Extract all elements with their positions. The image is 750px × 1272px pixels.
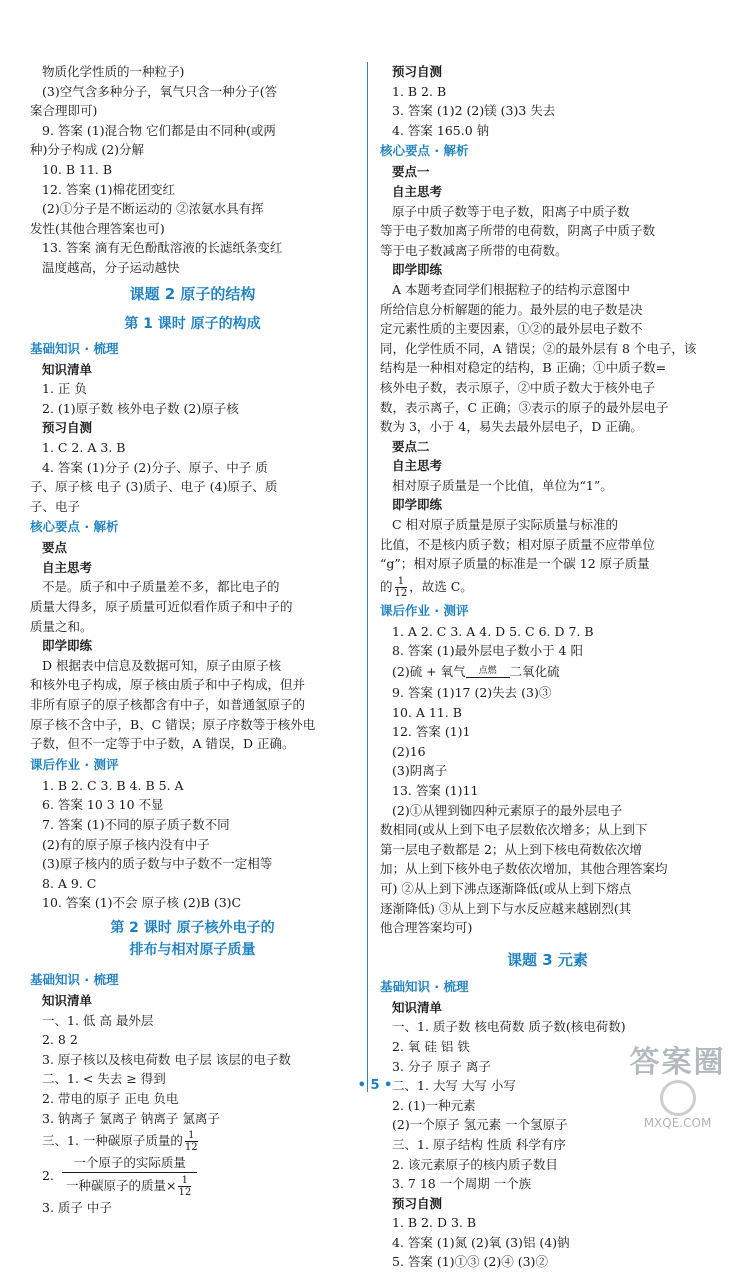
- topic-2-heading: 课题 2 原子的结构: [129, 284, 256, 303]
- lesson-2-heading-line1: 第 2 课时 原子核外电子的: [110, 919, 275, 936]
- left-column: [30, 62, 355, 1218]
- text-fragment: ，故选 C。: [409, 578, 473, 594]
- section-core-points: 核心要点 · 解析: [30, 519, 119, 535]
- text-line: 1. B 2. D 3. B: [392, 1215, 477, 1231]
- watermark-site: MXQE.COM: [643, 1116, 712, 1130]
- subheading: 即学即练: [392, 497, 443, 513]
- fraction-denominator: 12: [394, 587, 408, 599]
- fraction: [395, 576, 408, 599]
- text-line: 一、1. 质子数 核电荷数 质子数(核电荷数): [392, 1019, 626, 1035]
- text-line: 质量之和。: [30, 618, 93, 634]
- answer-10-11: 10. B 11. B: [42, 161, 113, 177]
- text-line: 非所有原子的原子核都含有中子，如普通氢原子的: [30, 697, 306, 713]
- text-line: 10. 答案 (1)不会 原子核 (2)B (3)C: [42, 895, 242, 911]
- text-line: 核外电子数，表示原子，②中质子数大于核外电子: [380, 379, 656, 395]
- formula-denominator: [62, 1173, 197, 1198]
- answer-13: 13. 答案 滴有无色酚酞溶液的长滤纸条变红: [42, 240, 283, 256]
- text-line: 4. 答案 165.0 钠: [392, 122, 490, 138]
- section-basic-knowledge: 基础知识 · 梳理: [380, 978, 469, 994]
- text-line: 二、1. < 失去 ≥ 得到: [42, 1071, 166, 1087]
- text-line: 等于电子数减离子所带的电荷数。: [380, 242, 568, 258]
- text-line: 4. 答案 (1)氮 (2)氧 (3)铝 (4)钠: [392, 1234, 570, 1250]
- text-line: 同，化学性质不同，A 错误；②的最外层有 8 个电子，该: [380, 340, 697, 356]
- page-number: • 5 •: [357, 1078, 393, 1093]
- text-line: 他合理答案均可): [380, 920, 473, 936]
- answer-12: 12. 答案 (1)棉花团变红: [42, 181, 176, 197]
- text-line: (3)空气含多种分子，氧气只含一种分子(答: [42, 83, 278, 99]
- text-line: 3. 7 18 一个周期 一个族: [392, 1176, 532, 1192]
- text-line: 3. 质子 中子: [42, 1200, 112, 1216]
- text-line: 8. 答案 (1)最外层电子数小于 4 阳: [392, 643, 583, 659]
- text-line: 案合理即可): [30, 103, 98, 119]
- fraction-denominator: 12: [184, 1142, 198, 1154]
- text-line: 10. A 11. B: [392, 704, 462, 720]
- subheading: 要点: [42, 540, 68, 556]
- text-fragment: 一种碳原子的质量×: [66, 1178, 177, 1194]
- text-line: (2)有的原子原子核内没有中子: [42, 836, 210, 852]
- text-line: 原子核不含中子，B、C 错误；原子序数等于核外电: [30, 716, 316, 732]
- subheading: 自主思考: [392, 183, 443, 199]
- subheading: 即学即练: [42, 638, 93, 654]
- text-line: 比值，不是核内质子数；相对原子质量不应带单位: [380, 536, 656, 552]
- text-line: 和核外电子构成，原子核由质子和中子构成，但并: [30, 677, 306, 693]
- subheading: 预习自测: [42, 420, 93, 436]
- text-line: [30, 1128, 355, 1154]
- lesson-2-heading-line2: 排布与相对原子质量: [129, 941, 256, 958]
- text-line: A 本题考查同学们根据粒子的结构示意图中: [392, 281, 631, 297]
- text-line: 子数，但不一定等于中子数，A 错误，D 正确。: [30, 736, 295, 752]
- answer-9: 9. 答案 (1)混合物 它们都是由不同种(或两: [42, 122, 276, 138]
- text-fragment: (2)硫 + 氧气: [392, 664, 466, 680]
- text-fragment: 二氧化硫: [509, 664, 560, 680]
- chemical-equation: [380, 661, 715, 683]
- subheading: 自主思考: [42, 559, 93, 575]
- text-line: 2. (1)原子数 核外电子数 (2)原子核: [42, 400, 239, 416]
- text-line: 数为 3，小于 4，易失去最外层电子，D 正确。: [380, 419, 643, 435]
- text-line: [380, 574, 715, 600]
- text-line: 3. 原子核以及核电荷数 电子层 该层的电子数: [42, 1051, 291, 1067]
- text-line: 种)分子构成 (2)分解: [30, 142, 145, 158]
- section-basic-knowledge: 基础知识 · 梳理: [30, 340, 119, 356]
- text-line: 原子中质子数等于电子数，阳离子中质子数: [392, 203, 630, 219]
- reaction-bar: [466, 677, 510, 678]
- text-line: D 根据表中信息及数据可知，原子由原子核: [42, 657, 281, 673]
- column-divider: [367, 62, 368, 1092]
- text-line: 物质化学性质的一种粒子): [42, 64, 185, 79]
- subheading: 自主思考: [392, 458, 443, 474]
- reaction-arrow: [466, 667, 510, 678]
- reaction-condition: 点燃: [478, 666, 497, 677]
- text-fragment: 的: [380, 578, 393, 594]
- text-line: 7. 答案 (1)不同的原子质子数不同: [42, 817, 230, 832]
- text-line: (2)一个原子 氢元素 一个氢原子: [392, 1117, 568, 1133]
- text-line: 三、1. 原子结构 性质 科学有序: [392, 1136, 566, 1152]
- formula-relative-mass: [30, 1154, 355, 1198]
- text-line: 可) ②从上到下沸点逐渐降低(或从上到下熔点: [380, 880, 632, 896]
- text-line: 结构是一种相对稳定的结构，B 正确；①中质子数=: [380, 360, 667, 376]
- formula-label: 2.: [42, 1168, 54, 1184]
- text-line: 等于电子数加离子所带的电荷数，阴离子中质子数: [380, 223, 656, 239]
- subheading: 知识清单: [42, 992, 93, 1008]
- text-line: (2)16: [392, 743, 426, 759]
- text-line: 1. B 2. C 3. B 4. B 5. A: [42, 777, 184, 793]
- watermark-main: 答案圈: [629, 1045, 726, 1080]
- text-line: 6. 答案 10 3 10 不显: [42, 797, 164, 813]
- section-homework: 课后作业 · 测评: [30, 756, 119, 772]
- text-line: 2. 氧 硅 铝 铁: [392, 1038, 470, 1054]
- section-basic-knowledge-2: 基础知识 · 梳理: [30, 971, 119, 987]
- text-line: (3)原子核内的质子数与中子数不一定相等: [42, 856, 273, 872]
- text-line: 12. 答案 (1)1: [392, 724, 471, 740]
- text-line: 9. 答案 (1)17 (2)失去 (3)③: [392, 685, 552, 701]
- subheading: 预习自测: [392, 1195, 443, 1211]
- text-line: 5. 答案 (1)①③ (2)④ (3)②: [392, 1254, 548, 1270]
- subheading: 预习自测: [392, 64, 443, 79]
- text-line: 2. (1)一种元素: [392, 1097, 476, 1113]
- text-line: 定元素性质的主要因素，①②的最外层电子数不: [380, 321, 643, 337]
- fraction: [185, 1130, 198, 1153]
- text-line: 温度越高，分子运动越快: [42, 259, 180, 275]
- watermark-logo: [615, 1046, 740, 1130]
- section-core-points: 核心要点 · 解析: [380, 143, 469, 159]
- formula-numerator: 一个原子的实际质量: [62, 1154, 197, 1173]
- logo-circle-icon: [660, 1080, 696, 1116]
- text-line: 发性(其他合理答案也可): [30, 220, 165, 236]
- topic-3-heading: 课题 3 元素: [507, 950, 588, 969]
- subheading: 知识清单: [42, 361, 93, 377]
- text-line: (2)①从锂到铷四种元素原子的最外层电子: [392, 802, 623, 818]
- lesson-1-heading: 第 1 课时 原子的构成: [124, 315, 261, 332]
- text-line: 数，表示离子，C 正确；③表示的原子的最外层电子: [380, 399, 669, 415]
- text-line: 2. 带电的原子 正电 负电: [42, 1090, 179, 1106]
- subheading: 即学即练: [392, 262, 443, 278]
- text-line: 一、1. 低 高 最外层: [42, 1012, 154, 1028]
- text-line: 加；从上到下核外电子数依次增加，其他合理答案均: [380, 861, 668, 877]
- text-line: “g”；相对原子质量的标准是一个碳 12 原子质量: [380, 556, 650, 572]
- text-line: 1. B 2. B: [392, 83, 447, 99]
- subheading: 知识清单: [392, 999, 443, 1015]
- text-line: 不是。质子和中子质量差不多，都比电子的: [42, 579, 280, 595]
- watermark-text: [615, 1046, 740, 1116]
- text-line: C 相对原子质量是原子实际质量与标准的: [392, 517, 619, 533]
- fraction-denominator: 12: [178, 1187, 192, 1199]
- text-line: 1. A 2. C 3. A 4. D 5. C 6. D 7. B: [392, 623, 594, 639]
- fraction-numerator: 1: [178, 1175, 191, 1187]
- text-line: 数相同(或从上到下电子层数依次增多；从上到下: [380, 822, 648, 838]
- text-line: 二、1. 大写 大写 小写: [392, 1078, 516, 1094]
- subheading: 要点一: [392, 164, 430, 180]
- text-line: 1. 正 负: [42, 381, 87, 397]
- formula-fraction: [62, 1154, 197, 1198]
- text-line: 1. C 2. A 3. B: [42, 439, 126, 455]
- text-line: 相对原子质量是一个比值，单位为“1”。: [392, 477, 613, 493]
- section-homework: 课后作业 · 测评: [380, 602, 469, 618]
- text-line: 逐渐降低) ③从上到下与水反应越来越剧烈(其: [380, 900, 632, 916]
- text-line: 3. 分子 原子 离子: [392, 1058, 491, 1074]
- text-line: 2. 8 2: [42, 1032, 78, 1048]
- text-line: 8. A 9. C: [42, 875, 97, 891]
- subheading: 要点二: [392, 438, 430, 454]
- text-line: 4. 答案 (1)分子 (2)分子、原子、中子 质: [42, 459, 268, 475]
- text-line: 3. 答案 (1)2 (2)镁 (3)3 失去: [392, 103, 556, 119]
- text-line: 所给信息分析解题的能力。最外层的电子数是决: [380, 301, 643, 317]
- text-line: (3)阴离子: [392, 763, 448, 779]
- text-line: 3. 钠离子 氯离子 钠离子 氯离子: [42, 1110, 220, 1126]
- text-line: (2)①分子是不断运动的 ②浓氨水具有挥: [42, 201, 264, 217]
- text-line: 13. 答案 (1)11: [392, 783, 479, 798]
- fraction: [178, 1175, 191, 1198]
- fraction-numerator: 1: [395, 576, 408, 588]
- fraction-numerator: 1: [185, 1130, 198, 1142]
- text-fragment: 三、1. 一种碳原子质量的: [42, 1133, 183, 1149]
- text-line: 质量大得多，原子质量可近似看作质子和中子的: [30, 599, 293, 615]
- text-line: 第一层电子数都是 2；从上到下核电荷数依次增: [380, 841, 642, 857]
- text-line: 子、原子核 电子 (3)质子、电子 (4)原子、质: [30, 479, 278, 495]
- text-line: 子、电子: [30, 498, 81, 514]
- text-line: 2. 该元素原子的核内质子数目: [392, 1156, 558, 1172]
